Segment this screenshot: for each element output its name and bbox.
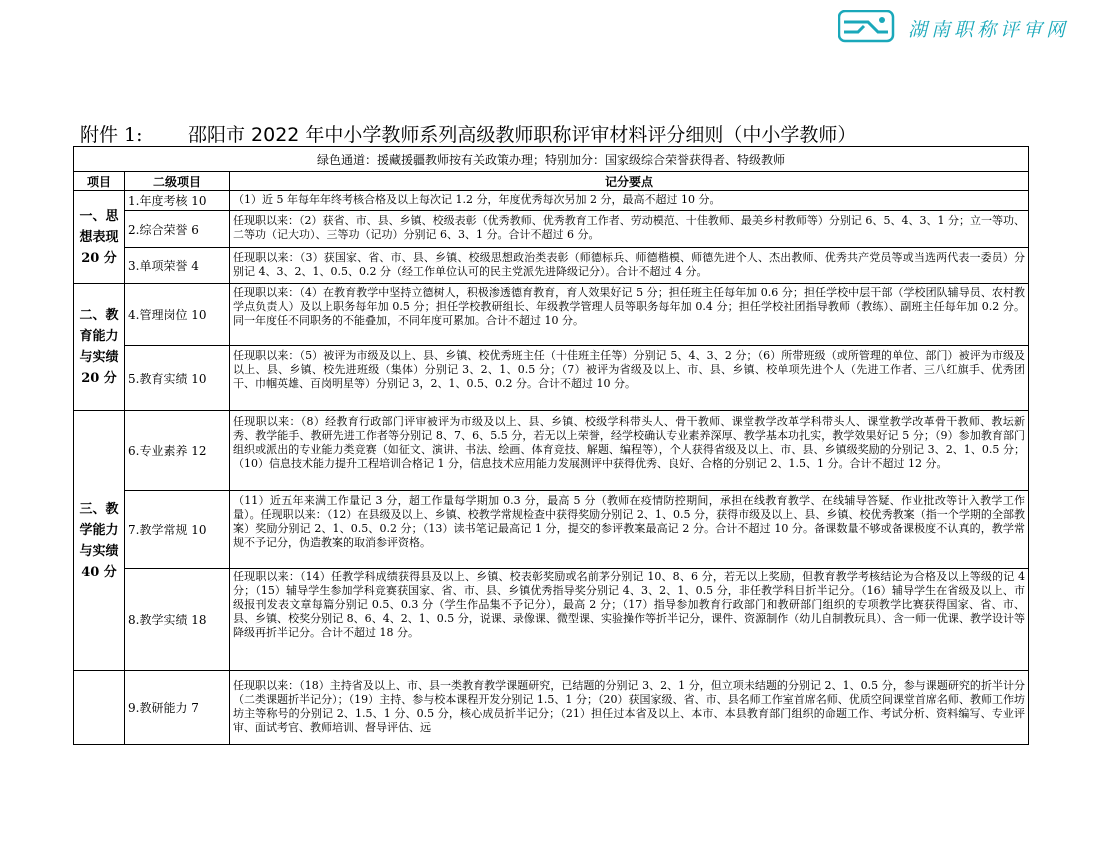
logo-icon — [838, 10, 902, 44]
category-score: 20 分 — [81, 250, 117, 266]
table-row — [74, 211, 1029, 248]
category-cell — [74, 411, 125, 671]
category-label: 一、思想表现 — [79, 208, 119, 245]
scoring-points — [230, 411, 1029, 491]
category-label: 二、教育能力与实绩 — [79, 308, 119, 365]
category-cell — [74, 284, 125, 411]
table-row — [74, 569, 1029, 671]
scoring-text: （11）近五年来满工作量记 3 分，超工作量每学期加 0.3 分，最高 5 分（教师在疫情防控期间，承担在线教育教学、在线辅导答疑、作业批改等计入教学工作量）。任现职以来：（12）在县级及以上、乡镇、校教学常规检查中获得奖励分别记 2、1、0.5 分，获得市级及以上、县、乡镇、校优秀教案（指一个学期的全部教案）奖励分别记 2、1、0.5、0.2 分；（13）读书笔记最高记 1 分，提交的参评教案最高记 2 分。合计不超过 10 分。备课数量不够或备课极度不认真的，教学常规不予记分，伪造教案的取消参评资格。 — [233, 493, 1026, 549]
header-points: 记分要点 — [230, 172, 1029, 191]
subitem-label: 9.教研能力 7 — [125, 671, 230, 745]
table-row — [74, 284, 1029, 346]
scoring-text: 任现职以来：（2）获省、市、县、乡镇、校级表彰（优秀教师、优秀教育工作者、劳动模范、十佳教师、最美乡村教师等）分别记 6、5、4、3、1 分；立一等功、二等功（记大功）、三等功（记功）分别记 6、3、1 分。合计不超过 6 分。 — [233, 214, 1026, 241]
subitem-label: 5.教育实绩 10 — [125, 346, 230, 411]
scoring-points — [230, 248, 1029, 284]
category-score: 20 分 — [81, 371, 117, 386]
subitem-label: 7.教学常规 10 — [125, 491, 230, 569]
subitem-label: 2.综合荣誉 6 — [125, 211, 230, 248]
subitem-label: 6.专业素养 12 — [125, 411, 230, 491]
scoring-points — [230, 491, 1029, 569]
document-title-line — [80, 120, 1040, 147]
scoring-text: 任现职以来：（8）经教育行政部门评审被评为市级及以上、县、乡镇、校级学科带头人、骨干教师、课堂教学改革学科带头人、课堂教学改革骨干教师、教坛新秀、教学能手、教研先进工作者等分别记 8、7、6、5.5 分，若无以上荣誉，经学校确认专业素养深厚、教学基本功扎实，教学效果好记 5 分；（9）参加教育部门组织或派出的专业能力类竞赛（如征文、演讲、书法、绘画、体育竞技、解题、编程等），个人获得省级及以上、市、县、乡镇级奖励的分别记 3、2、1、0.5 分；（10）信息技术能力提升工程培训合格记 1 分，信息技术应用能力发展测评中获得优秀、良好、合格的分别记 2、1.5、1 分。合计不超过 12 分。 — [233, 414, 1026, 470]
subitem-label: 8.教学实绩 18 — [125, 569, 230, 671]
site-name: 湖南职称评审网 — [908, 19, 1070, 41]
table-row — [74, 491, 1029, 569]
table-row — [74, 411, 1029, 491]
subitem-label: 3.单项荣誉 4 — [125, 248, 230, 284]
scoring-text: 任现职以来：（18）主持省及以上、市、县一类教育教学课题研究，已结题的分别记 3、2、1 分，但立项未结题的分别记 2、1、0.5 分，参与课题研究的折半计分（二类课题折半记分）；（19）主持、参与校本课程开发分别记 1.5、1 分；（20）获国家级、省、市、县名师工作室首席名师、优质空间课堂首席名师、教师工作坊坊主等称号的分别记 2、1.5、1 分、0.5 分，核心成员折半记分；（21）担任过本省及以上、本市、本县教育部门组织的命题工作、考试分析、资料编写、专业评审、面试考官、教师培训、督导评估、远 — [233, 678, 1026, 734]
scoring-points — [230, 211, 1029, 248]
category-label: 三、教学能力与实绩 — [79, 501, 119, 559]
category-score: 40 分 — [81, 564, 117, 580]
attachment-label: 附件 1: — [80, 124, 143, 146]
scoring-points — [230, 346, 1029, 411]
table-row — [74, 248, 1029, 284]
document-title: 邵阳市 2022 年中小学教师系列高级教师职称评审材料评分细则（中小学教师） — [188, 124, 857, 146]
watermark — [838, 10, 1088, 44]
subitem-label: 1.年度考核 10 — [125, 191, 230, 211]
scoring-text: 任现职以来：（4）在教育教学中坚持立德树人，积极渗透德育教育，育人效果好记 5 分；担任班主任每年加 0.6 分；担任学校中层干部（学校团队辅导员、农村教学点负责人）及以上职务每年加 0.5 分；担任学校教研组长、年级教学管理人员等职务每年加 0.4 分；担任学校社团指导教师（教练）、副班主任每年加 0.2 分。同一年度任不同职务的不能叠加，不同年度可累加。合计不超过 10 分。 — [233, 285, 1026, 327]
table-header-row — [74, 172, 1029, 191]
scoring-text: 任现职以来：（14）任教学科成绩获得县及以上、乡镇、校表彰奖励或名前茅分别记 10、8、6 分，若无以上奖励，但教育教学考核结论为合格及以上等级的记 4 分；（15）辅导学生参加学科竞赛获国家、省、市、县、乡镇优秀指导奖分别记 4、3、2、1、0.5 分，非任教学科目折半记分。（16）辅导学生在省级及以上、市级报刊发表文章每篇分别记 0.5、0.3 分（学生作品集不予记分），最高 2 分；（17）指导参加教育行政部门和教研部门组织的专项教学比赛获得国家、省、市、县、乡镇、校奖分别记 8、6、4、2、1、0.5 分，说课、录像课、微型课、实验操作等折半记分，课件、资源制作（幼儿自制教玩具）、含一师一优课、教学设计等降级再折半记分。合计不超过 18 分。 — [233, 569, 1026, 639]
scoring-text: 任现职以来：（3）获国家、省、市、县、乡镇、校级思想政治类表彰（师德标兵、师德楷模、师德先进个人、杰出教师、优秀共产党员等或当选两代表一委员）分别记 4、3、2、1、0.5、0.2 分（经工作单位认可的民主党派先进降级记分）。合计不超过 4 分。 — [233, 250, 1026, 278]
subitem-label: 4.管理岗位 10 — [125, 284, 230, 346]
scoring-points — [230, 191, 1029, 211]
header-subitem: 二级项目 — [125, 172, 230, 191]
table-row — [74, 671, 1029, 745]
scoring-text: 任现职以来：（5）被评为市级及以上、县、乡镇、校优秀班主任（十佳班主任等）分别记 5、4、3、2 分；（6）所带班级（或所管理的单位、部门）被评为市级及以上、县、乡镇、校先进班级（集体）分别记 3、2、1、0.5 分；（7）被评为省级及以上、市、县、乡镇、校单项先进个人（先进工作者、三八红旗手、优秀团干、巾帼英雄、百岗明星等）分别记 3，2、1、0.5、0.2 分。合计不超过 10 分。 — [233, 349, 1026, 390]
table-row — [74, 346, 1029, 411]
scoring-text: （1）近 5 年每年年终考核合格及以上每次记 1.2 分，年度优秀每次另加 2 分，最高不超过 10 分。 — [233, 193, 721, 206]
category-cell — [74, 191, 125, 284]
category-cell-empty — [74, 671, 125, 745]
scoring-table — [73, 146, 1029, 745]
table-banner: 绿色通道：援藏援疆教师按有关政策办理；特别加分：国家级综合荣誉获得者、特级教师 — [74, 147, 1029, 172]
scoring-points — [230, 569, 1029, 671]
scoring-points — [230, 671, 1029, 745]
header-category: 项目 — [74, 172, 125, 191]
scoring-points — [230, 284, 1029, 346]
table-row — [74, 191, 1029, 211]
